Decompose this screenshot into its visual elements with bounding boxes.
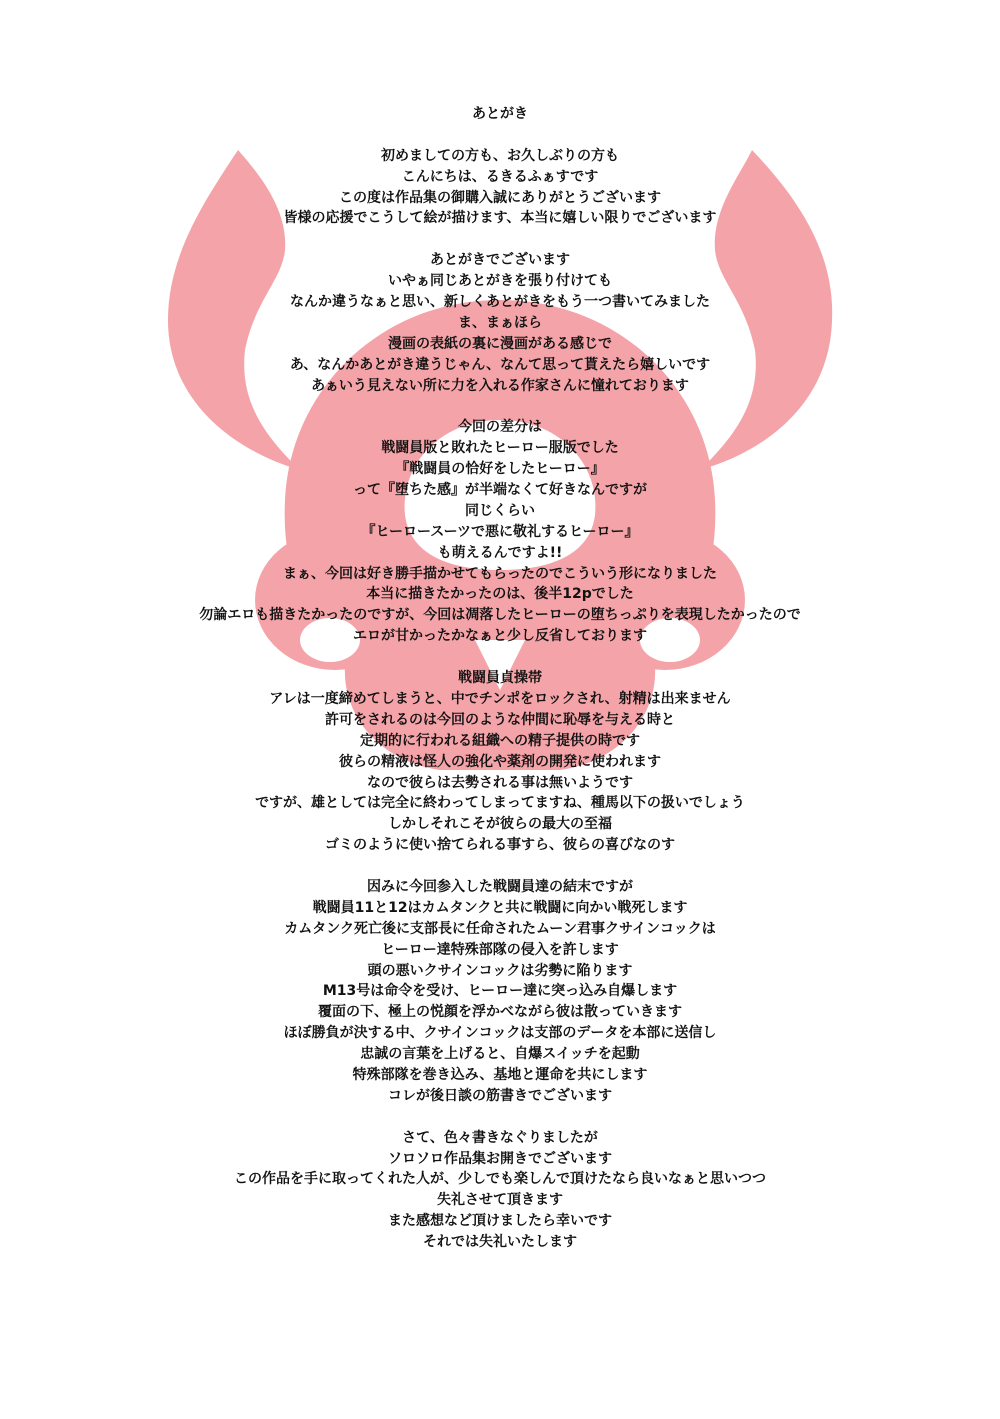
paragraph-gap xyxy=(0,229,1000,250)
text-line: さて、色々書きなぐりましたが xyxy=(402,1129,598,1146)
text-line: 覆面の下、極上の悦顔を浮かべながら彼は散っていきます xyxy=(318,1004,682,1021)
text-line: なんか違うなぁと思い、新しくあとがきをもう一つ書いてみました xyxy=(290,294,710,311)
paragraph-gap xyxy=(0,856,1000,877)
text-line: この作品を手に取ってくれた人が、少しでも楽しんで頂けたなら良いなぁと思いつつ xyxy=(234,1171,766,1188)
text-line: って『堕ちた感』が半端なくて好きなんですが xyxy=(353,482,647,499)
text-line: 勿論エロも描きたかったのですが、今回は凋落したヒーローの堕ちっぷりを表現したかったので xyxy=(199,607,801,624)
text-line: 戦闘員貞操帯 xyxy=(458,670,542,687)
text-line: アレは一度締めてしまうと、中でチンポをロックされ、射精は出来ません xyxy=(269,690,731,707)
text-line: 彼らの精液は怪人の強化や薬剤の開発に使われます xyxy=(339,753,661,770)
text-line: この度は作品集の御購入誠にありがとうございます xyxy=(339,189,661,206)
text-line: も萌えるんですよ!! xyxy=(437,544,563,561)
text-line: ソロソロ作品集お開きでございます xyxy=(388,1150,612,1167)
text-line: それでは失礼いたします xyxy=(423,1234,577,1251)
paragraph-gap xyxy=(0,396,1000,417)
text-line: あ、なんかあとがき違うじゃん、なんて思って貰えたら嬉しいです xyxy=(289,356,711,373)
text-line: 忠誠の言葉を上げると、自爆スイッチを起動 xyxy=(360,1046,640,1063)
text-line: いやぁ同じあとがきを張り付けても xyxy=(388,273,612,290)
text-line: ほぼ勝負が決する中、クサインコックは支部のデータを本部に送信し xyxy=(283,1025,717,1042)
text-line: 戦闘員版と敗れたヒーロー服版でした xyxy=(381,440,619,457)
afterword-text xyxy=(0,104,1000,1253)
text-line: ヒーロー達特殊部隊の侵入を許します xyxy=(381,941,619,958)
text-line: 同じくらい xyxy=(465,502,535,519)
text-line: ま、まぁほら xyxy=(458,314,542,331)
text-line: あぁいう見えない所に力を入れる作家さんに憧れております xyxy=(311,377,689,394)
text-line: M13号は命令を受け、ヒーロー達に突っ込み自爆します xyxy=(322,983,678,1000)
page-title: あとがき xyxy=(472,106,528,122)
text-line: コレが後日談の筋書きでございます xyxy=(388,1087,612,1104)
paragraph-gap xyxy=(0,125,1000,146)
text-line: カムタンク死亡後に支部長に任命されたムーン君事クサインコックは xyxy=(284,920,716,937)
text-line: 失礼させて頂きます xyxy=(437,1192,563,1209)
text-line: 許可をされるのは今回のような仲間に恥辱を与える時と xyxy=(325,711,675,728)
text-line: ゴミのように使い捨てられる事すら、彼らの喜びなのす xyxy=(325,837,675,854)
text-line: 今回の差分は xyxy=(458,419,542,436)
text-line: あとがきでございます xyxy=(430,252,570,269)
text-line: 本当に描きたかったのは、後半12pでした xyxy=(366,586,634,603)
text-line: また感想など頂けましたら幸いです xyxy=(388,1213,612,1230)
text-line: 特殊部隊を巻き込み、基地と運命を共にします xyxy=(352,1066,648,1083)
text-line: 漫画の表紙の裏に漫画がある感じで xyxy=(388,335,612,352)
text-line: 皆様の応援でこうして絵が描けます、本当に嬉しい限りでございます xyxy=(283,210,717,227)
text-line: 因みに今回参入した戦闘員達の結末ですが xyxy=(367,878,633,895)
text-line: なので彼らは去勢される事は無いようです xyxy=(367,774,633,791)
text-line: こんにちは、るきるふぁすです xyxy=(401,168,599,185)
text-line: ですが、雄としては完全に終わってしまってますね、種馬以下の扱いでしょう xyxy=(255,795,745,812)
text-line: 頭の悪いクサインコックは劣勢に陥ります xyxy=(367,962,633,979)
text-line: 『戦闘員の恰好をしたヒーロー』 xyxy=(395,461,605,478)
text-line: 定期的に行われる組織への精子提供の時です xyxy=(360,732,640,749)
paragraph-gap xyxy=(0,1107,1000,1128)
text-line: 『ヒーロースーツで悪に敬礼するヒーロー』 xyxy=(361,523,639,540)
text-line: 初めましての方も、お久しぶりの方も xyxy=(381,147,619,164)
text-line: まぁ、今回は好き勝手描かせてもらったのでこういう形になりました xyxy=(283,565,717,582)
text-line: しかしそれこそが彼らの最大の至福 xyxy=(388,816,612,833)
paragraph-gap xyxy=(0,647,1000,668)
text-line: エロが甘かったかなぁと少し反省しております xyxy=(353,628,647,645)
text-line: 戦闘員11と12はカムタンクと共に戦闘に向かい戦死します xyxy=(312,899,688,916)
